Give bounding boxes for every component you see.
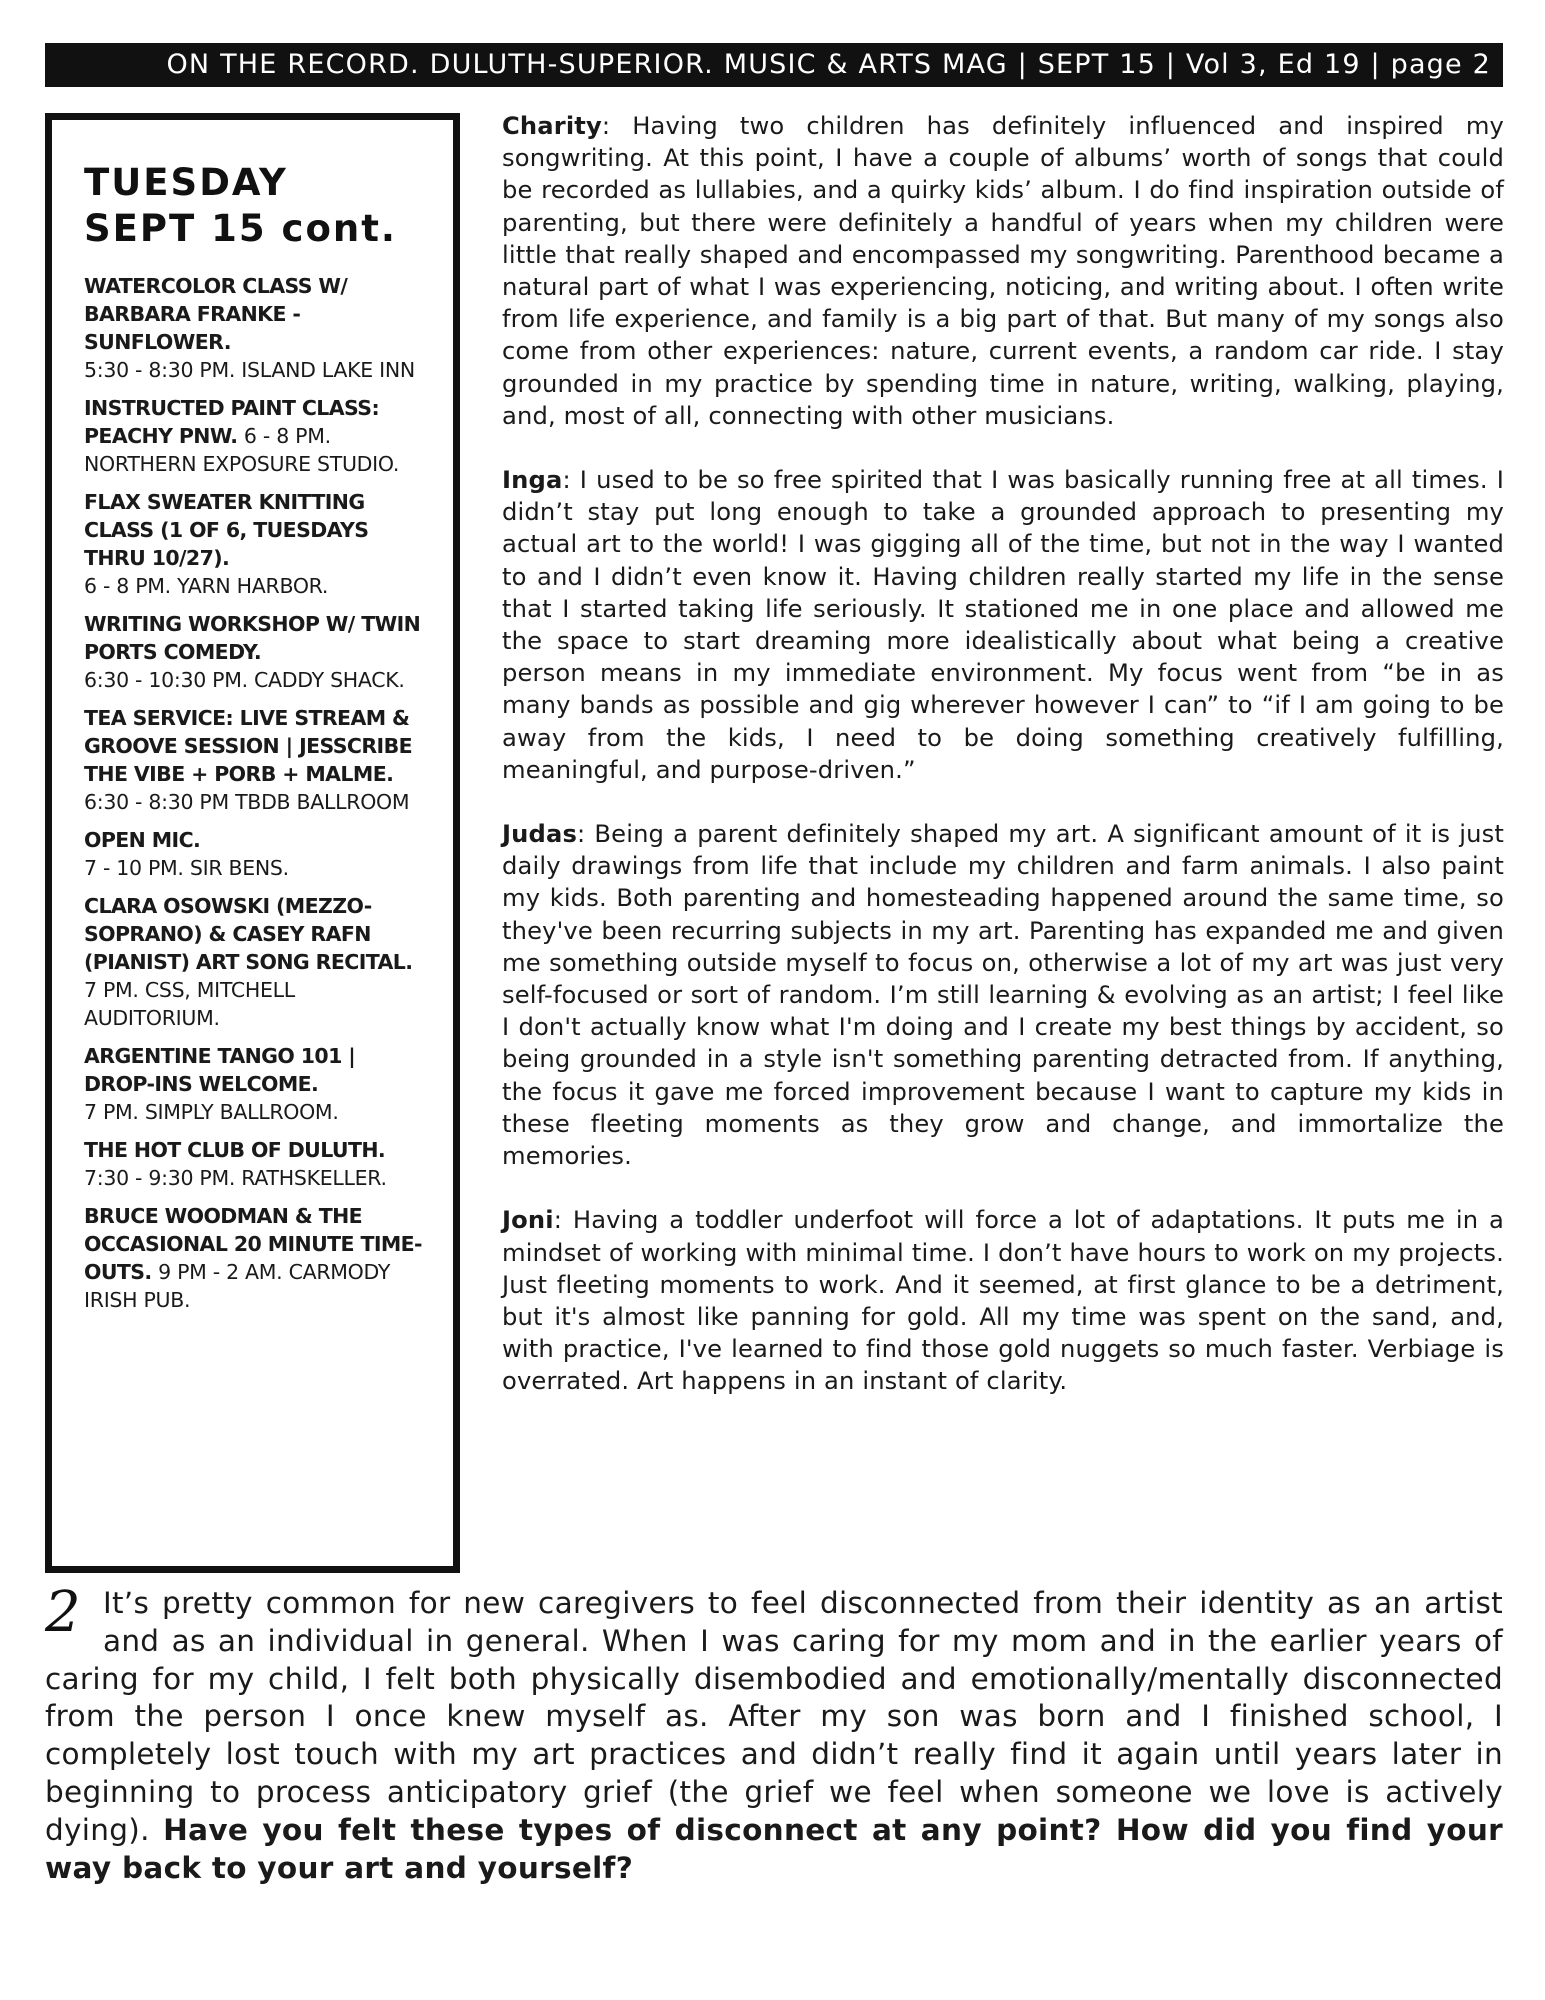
event-name: BRUCE WOODMAN & THE OCCASIONAL 20 MINUTE TIME-OUTS.: [84, 1204, 422, 1284]
event-detail: 7 PM. CSS, MITCHELL AUDITORIUM.: [84, 978, 295, 1030]
event-name: WRITING WORKSHOP W/ TWIN PORTS COMEDY.: [84, 612, 421, 664]
event-detail: 7 - 10 PM. SIR BENS.: [84, 856, 289, 880]
speaker-name: Charity: [502, 112, 602, 140]
event-item: [84, 704, 429, 816]
answer-paragraph: [502, 818, 1504, 1172]
answer-paragraph: [502, 110, 1504, 432]
event-item: [84, 394, 429, 478]
answer-text: : I used to be so free spirited that I was basically running free at all times. I didn’t stay put long enough to take a grounded approach to presenting my actual art to the world! I was gigging all of the time, but not in the way I wanted to and I didn’t even know it. Having children really started my life in the sense that I started taking life seriously. It stationed me in one place and allowed me the space to start dreaming more idealistically about what being a creative person means in my immediate environment. My focus went from “be in as many bands as possible and gig wherever however I can” to “if I am going to be away from the kids, I need to be doing something creatively fulfilling, meaningful, and purpose-driven.”: [502, 466, 1504, 784]
speaker-name: Judas: [502, 820, 578, 849]
speaker-name: Joni: [502, 1206, 554, 1235]
answer-paragraph: [502, 464, 1504, 786]
question-intro: It’s pretty common for new caregivers to feel disconnected from their identity as an artist and as an individual in general. When I was caring for my mom and in the earlier years of caring for my child, I felt both physically disembodied and emotionally/mentally disconnected from the person I once knew myself as. After my son was born and I finished school, I completely lost touch with my art practices and didn’t really find it again until years later in beginning to process anticipatory grief (the grief we feel when someone we love is actively dying).: [45, 1586, 1503, 1847]
event-detail: 6 - 8 PM. YARN HARBOR.: [84, 574, 329, 598]
event-item: [84, 1042, 429, 1126]
event-name: TEA SERVICE: LIVE STREAM & GROOVE SESSION | JESSCRIBE THE VIBE + PORB + MALME.: [84, 706, 412, 786]
masthead-bar: [45, 43, 1503, 87]
event-name: OPEN MIC.: [84, 828, 201, 852]
event-item: [84, 488, 429, 600]
interview-answers: [502, 110, 1504, 1430]
event-item: [84, 1136, 429, 1192]
event-name: INSTRUCTED PAINT CLASS: PEACHY PNW.: [84, 396, 380, 448]
question-ask: Have you felt these types of disconnect at any point? How did you find your way back to your art and yourself?: [45, 1812, 1503, 1885]
listing-title: [84, 160, 429, 252]
event-detail: 6:30 - 10:30 PM. CADDY SHACK.: [84, 668, 405, 692]
event-detail: 9 PM - 2 AM. CARMODY IRISH PUB.: [84, 1260, 391, 1312]
event-item: [84, 610, 429, 694]
listing-title-date: SEPT 15 cont.: [84, 207, 397, 250]
answer-text: : Being a parent definitely shaped my art. A significant amount of it is just daily drawings from life that include my children and farm animals. I also paint my kids. Both parenting and homesteading happened around the same time, so they've been recurring subjects in my art. Parenting has expanded me and given me something outside myself to focus on, otherwise a lot of my art was just very self-focused or sort of random. I’m still learning & evolving as an artist; I feel like I don't actually know what I'm doing and I create my best things by accident, so being grounded in a style isn't something parenting detracted from. If anything, the focus it gave me forced improvement because I want to capture my kids in these fleeting moments as they grow and change, and immortalize the memories.: [502, 820, 1504, 1171]
event-detail: 6 - 8 PM. NORTHERN EXPOSURE STUDIO.: [84, 424, 400, 476]
listing-title-day: TUESDAY: [84, 161, 288, 204]
event-listing-box: [45, 113, 460, 1573]
event-item: [84, 826, 429, 882]
speaker-name: Inga: [502, 466, 563, 495]
answer-paragraph: [502, 1204, 1504, 1397]
event-name: ARGENTINE TANGO 101 | DROP-INS WELCOME.: [84, 1044, 356, 1096]
event-name: THE HOT CLUB OF DULUTH.: [84, 1138, 386, 1162]
event-detail: 7:30 - 9:30 PM. RATHSKELLER.: [84, 1166, 387, 1190]
event-name: CLARA OSOWSKI (MEZZO-SOPRANO) & CASEY RAFN (PIANIST) ART SONG RECITAL.: [84, 894, 413, 974]
answer-text: : Having two children has definitely influenced and inspired my songwriting. At this point, I have a couple of albums’ worth of songs that could be recorded as lullabies, and a quirky kids’ album. I do find inspiration outside of parenting, but there were definitely a handful of years when my children were little that really shaped and encompassed my songwriting. Parenthood became a natural part of what I was experiencing, noticing, and writing about. I often write from life experience, and family is a big part of that. But many of my songs also come from other experiences: nature, current events, a random car ride. I stay grounded in my practice by spending time in nature, writing, walking, playing, and, most of all, connecting with other musicians.: [502, 112, 1504, 430]
event-item: [84, 272, 429, 384]
masthead-text: ON THE RECORD. DULUTH-SUPERIOR. MUSIC & ARTS MAG | SEPT 15 | Vol 3, Ed 19 | page 2: [166, 49, 1491, 80]
interview-question: [45, 1580, 1503, 1887]
question-number: 2: [45, 1580, 81, 1645]
event-item: [84, 1202, 429, 1314]
event-detail: 5:30 - 8:30 PM. ISLAND LAKE INN: [84, 358, 415, 382]
event-detail: 7 PM. SIMPLY BALLROOM.: [84, 1100, 339, 1124]
event-detail: 6:30 - 8:30 PM TBDB BALLROOM: [84, 790, 410, 814]
event-item: [84, 892, 429, 1032]
event-name: FLAX SWEATER KNITTING CLASS (1 OF 6, TUESDAYS THRU 10/27).: [84, 490, 369, 570]
answer-text: : Having a toddler underfoot will force a lot of adaptations. It puts me in a mindset of working with minimal time. I don’t have hours to work on my projects. Just fleeting moments to work. And it seemed, at first glance to be a detriment, but it's almost like panning for gold. All my time was spent on the sand, and, with practice, I've learned to find those gold nuggets so much faster. Verbiage is overrated. Art happens in an instant of clarity.: [502, 1206, 1504, 1396]
event-name: WATERCOLOR CLASS W/ BARBARA FRANKE - SUNFLOWER.: [84, 274, 348, 354]
